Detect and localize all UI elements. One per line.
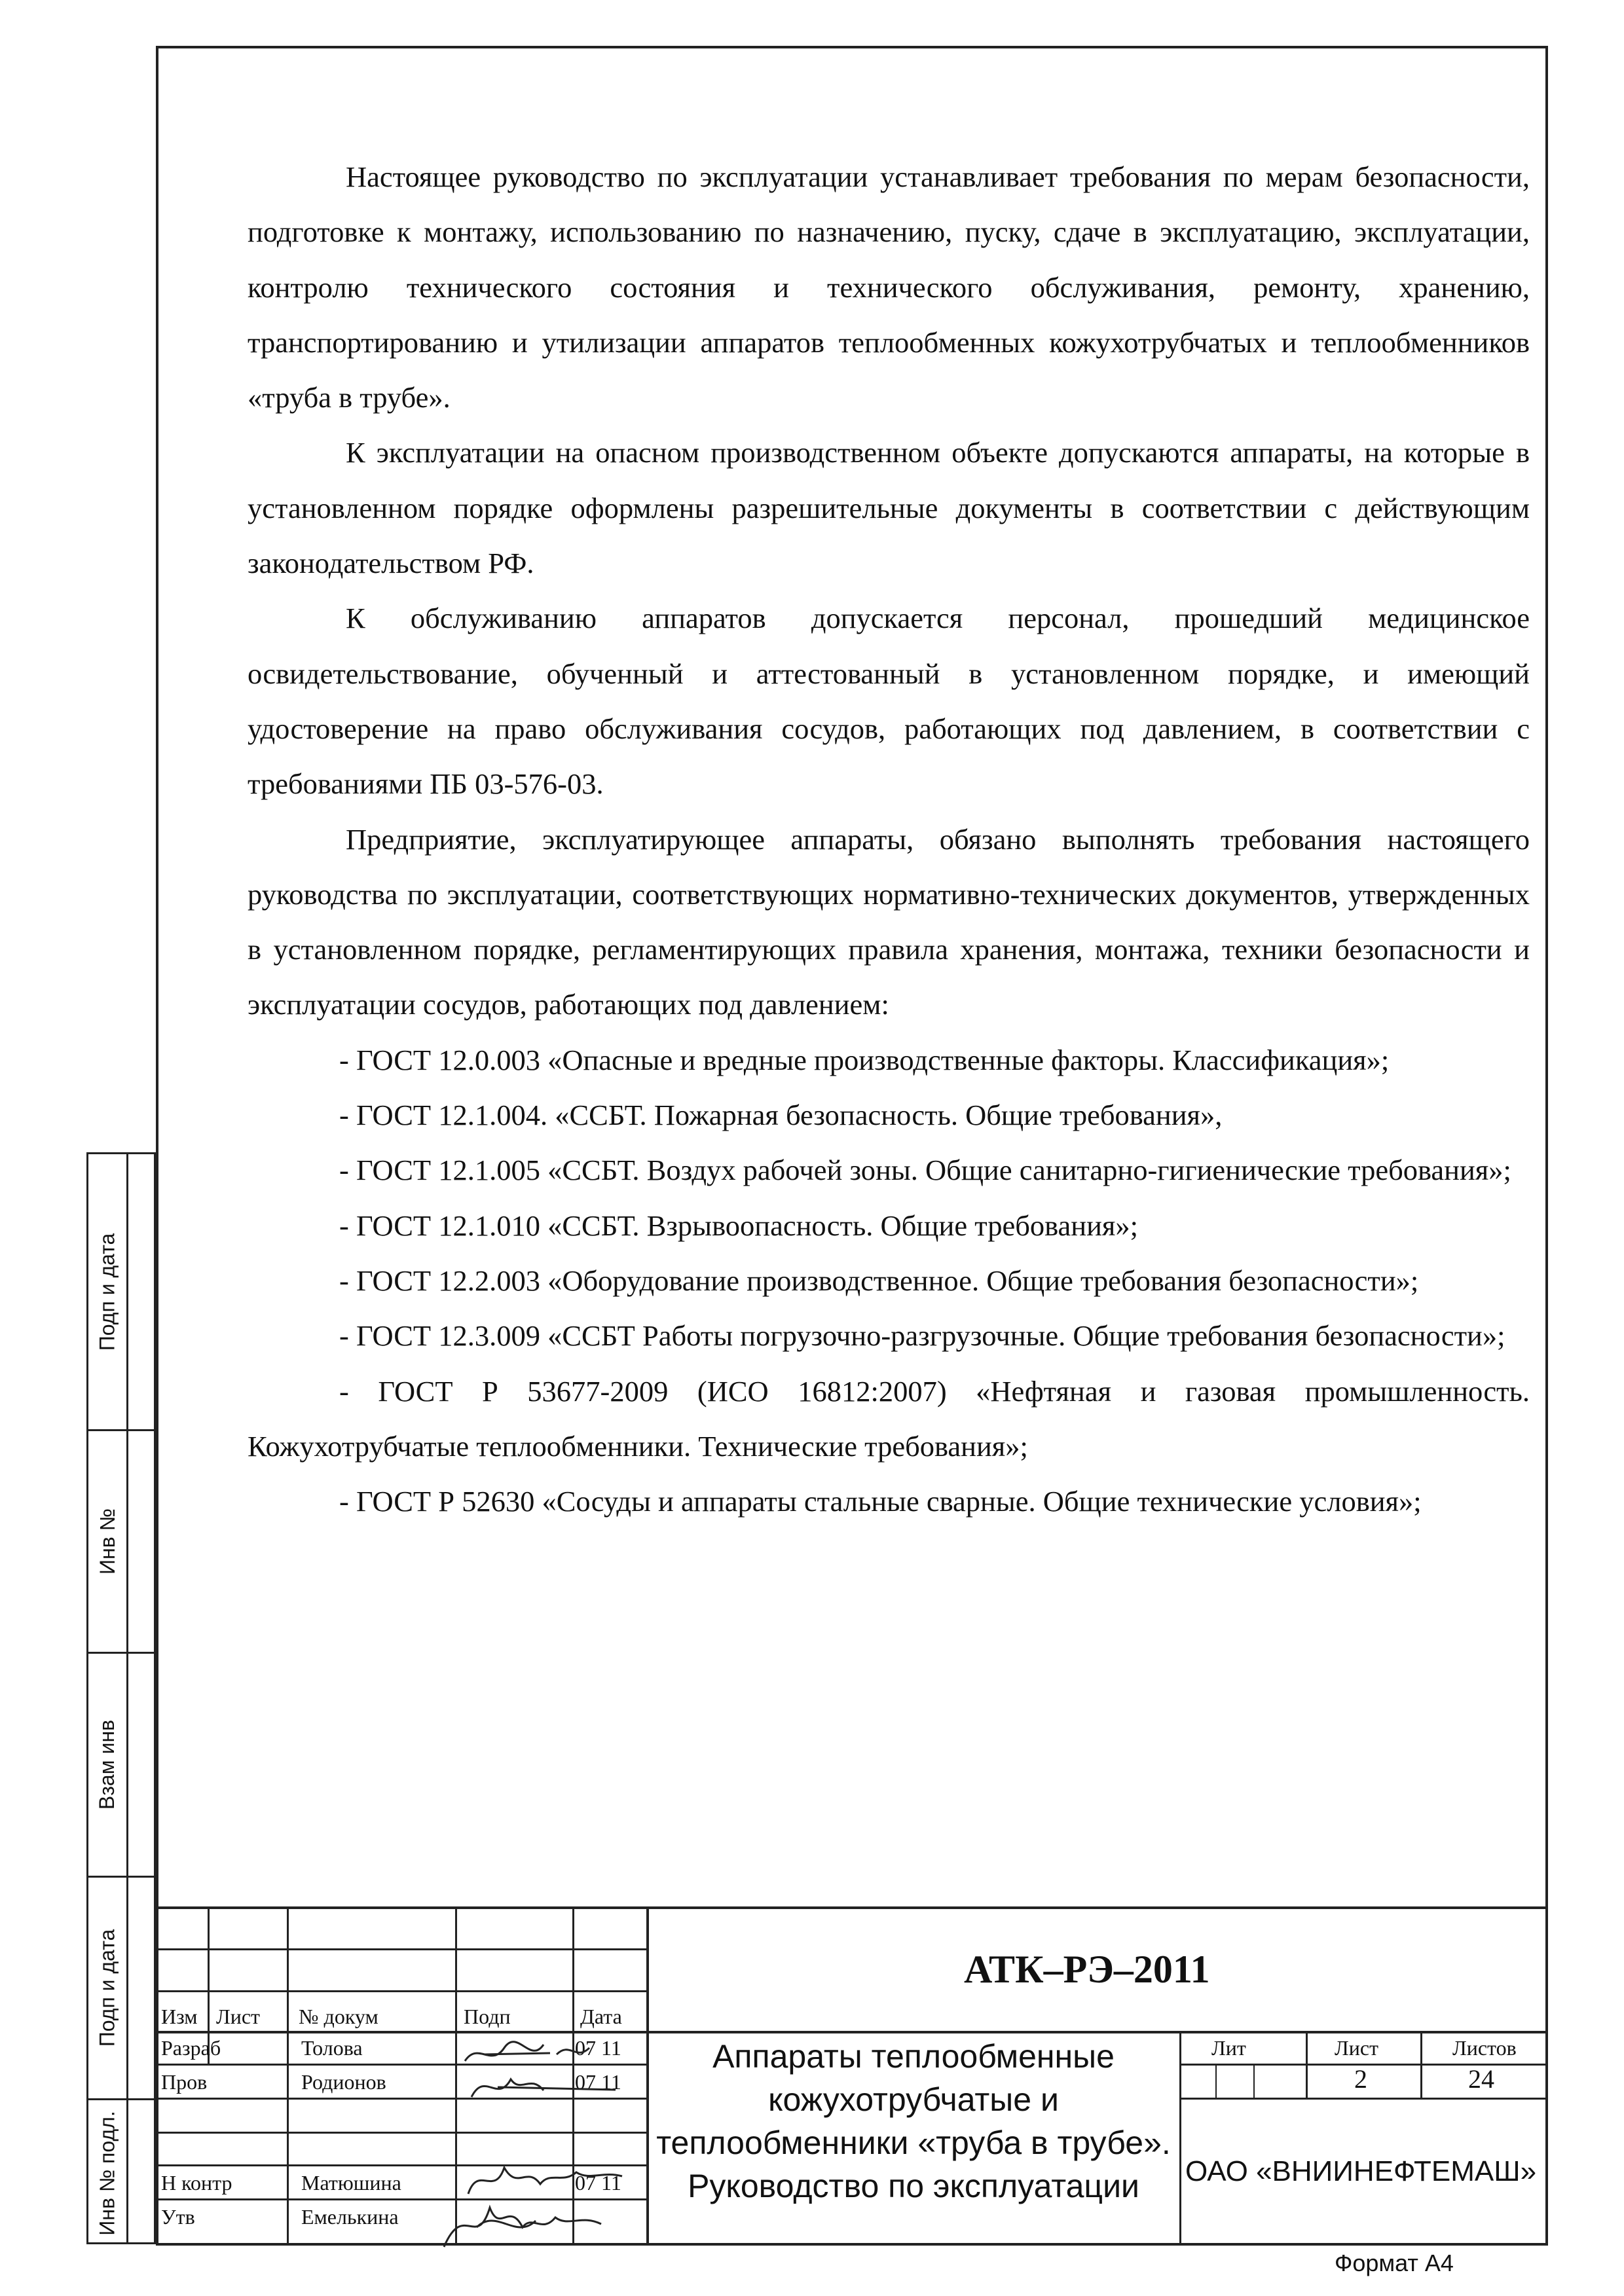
standard-item: - ГОСТ 12.3.009 «ССБТ Работы погрузочно-разгрузочные. Общие требования безопасности»; [339,1319,1505,1353]
standard-item: - ГОСТ 12.2.003 «Оборудование производственное. Общие требования безопасности»; [339,1264,1419,1297]
role-approver: Утв [161,2205,195,2229]
side-label: Взам инв [95,1719,119,1810]
header-izm: Изм [161,2005,198,2028]
side-label: Подп и дата [95,1929,119,2047]
paragraph-4: Предприятие, эксплуатирующее аппараты, обязано выполнять требования настоящего руководства по эксплуатации, соответствующих нормативно-технических документов, утвержденных в установленном порядке, регламентирующих правила хранения, монтажа, техники безопасности и эксплуатации сосудов, работающих под давлением: [248,822,1530,1021]
date-developer: 07 11 [575,2036,621,2060]
side-label: Подп и дата [95,1233,119,1351]
header-podp: Подп [464,2005,511,2028]
signature-approver [418,2188,627,2253]
paragraph-2: К эксплуатации на опасном производственном объекте допускаются аппараты, на которые в установленном порядке оформлены разрешительные документы в соответствии с действующим законодательством РФ. [248,436,1530,580]
date-checker: 07 11 [575,2070,621,2094]
side-cell-inv-number [88,1431,154,1654]
document-title: Аппараты теплообменные кожухотрубчатые и теплообменники «труба в трубе». Руководство по эксплуатации [656,2038,1171,2204]
standard-item: - ГОСТ 12.0.003 «Опасные и вредные производственные факторы. Классификация»; [339,1043,1390,1076]
role-developer: Разраб [161,2036,221,2060]
name-developer: Толова [301,2036,363,2060]
standard-item: - ГОСТ 12.1.010 «ССБТ. Взрывоопасность. Общие требования»; [339,1209,1139,1242]
date-norm-control: 07 11 [575,2171,621,2195]
name-norm-control: Матюшина [301,2171,401,2195]
paragraph-1: Настоящее руководство по эксплуатации устанавливает требования по мерам безопасности, подготовке к монтажу, использованию по назначению, пуску, сдаче в эксплуатацию, эксплуатации, контролю технического состояния и технического обслуживания, ремонту, хранению, транспортированию и утилизации аппаратов теплообменных кожухотрубчатых и теплообменников «труба в трубе». [248,160,1530,414]
standard-item: - ГОСТ 12.1.005 «ССБТ. Воздух рабочей зоны. Общие санитарно-гигиенические требования»; [339,1154,1511,1187]
sheets-total: 24 [1468,2064,1494,2094]
side-label: Инв № [95,1508,119,1575]
side-cell-original-inv [88,2100,154,2246]
sheet-label: Лист [1335,2036,1379,2060]
side-label: Инв № подл. [95,2111,119,2236]
side-cell-replacement-inv [88,1654,154,1878]
signature-checker [458,2068,629,2107]
standard-item: - ГОСТ 12.1.004. «ССБТ. Пожарная безопасность. Общие требования», [339,1099,1223,1132]
standard-item: - ГОСТ Р 52630 «Сосуды и аппараты стальные сварные. Общие технические условия»; [339,1485,1422,1518]
name-approver: Емелькина [301,2205,399,2229]
lit-label: Лит [1211,2036,1246,2060]
side-stamp [86,1152,156,2244]
header-data: Дата [580,2005,622,2028]
sheet-number: 2 [1354,2064,1367,2094]
role-norm-control: Н контр [161,2171,232,2195]
title-block [156,1906,1548,2246]
side-cell-signature-date-2 [88,1878,154,2100]
body-text [248,149,1530,1529]
document-code: АТК–РЭ–2011 [964,1948,1210,1991]
page-format: Формат А4 [1335,2250,1454,2276]
sheets-label: Листов [1452,2036,1517,2060]
side-cell-signature-date [88,1154,154,1431]
header-doc: № докум [299,2005,378,2028]
role-checker: Пров [161,2070,208,2094]
standard-item: - ГОСТ Р 53677-2009 (ИСО 16812:2007) «Нефтяная и газовая промышленность. Кожухотрубчатые теплообменники. Технические требования»; [248,1374,1530,1463]
header-list: Лист [216,2005,261,2028]
name-checker: Родионов [301,2070,386,2094]
paragraph-3: К обслуживанию аппаратов допускается персонал, прошедший медицинское освидетельствование, обученный и аттестованный в установленном порядке, и имеющий удостоверение на право обслуживания сосудов, работающих под давлением, в соответствии с требованиями ПБ 03-576-03. [248,602,1530,801]
organization-name: ОАО «ВНИИНЕФТЕМАШ» [1185,2155,1537,2187]
